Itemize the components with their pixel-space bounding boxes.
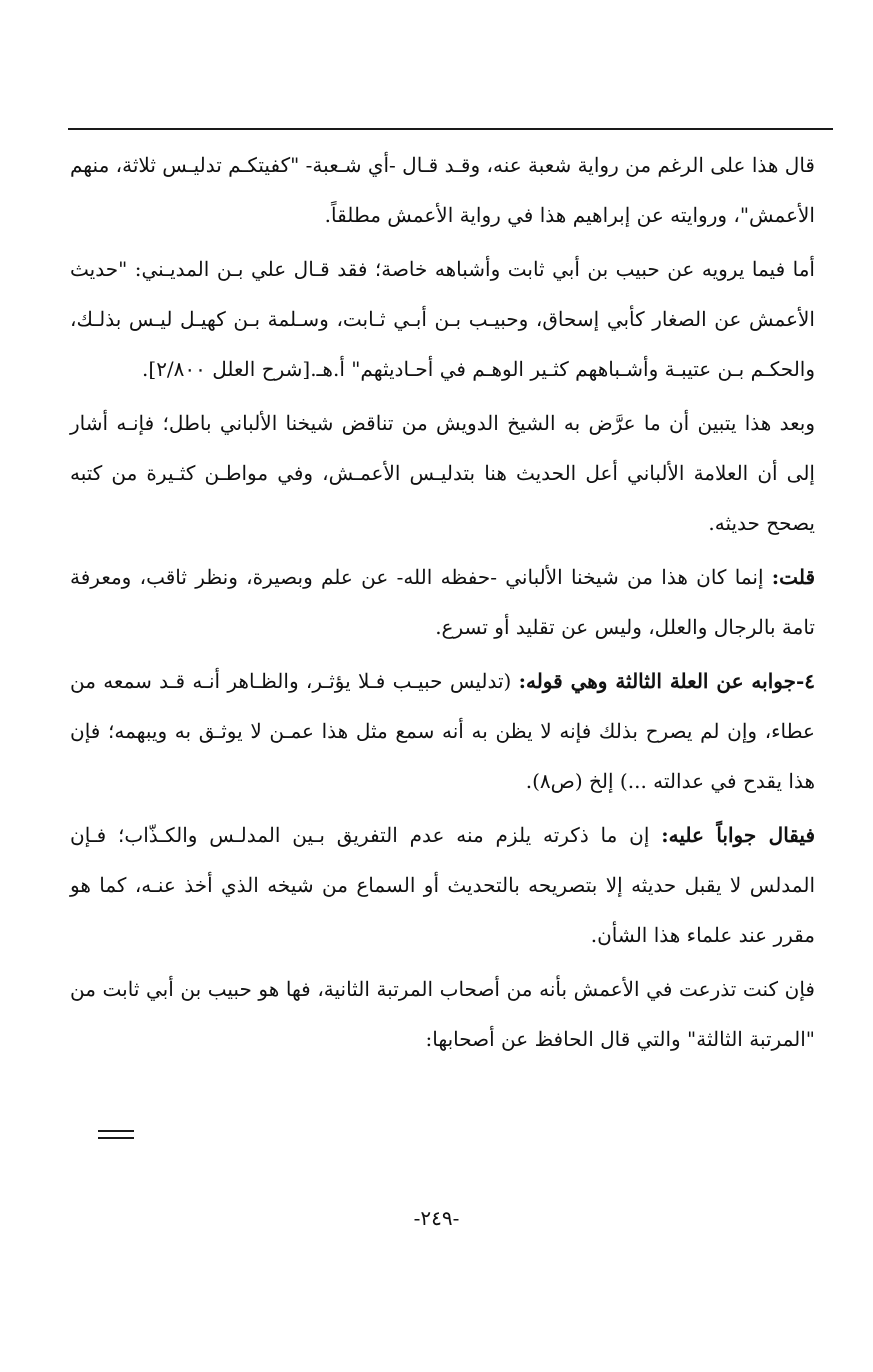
paragraph-7 [70, 964, 815, 1064]
paragraph-2 [70, 244, 815, 394]
paragraph-5-text: (تدليس حبيـب فـلا يؤثـر، والظـاهر أنـه قـد سمعه من عطاء، وإن لم يصرح بذلك فإنه لا يظن به أنه سمع مثل هذا عمـن لا يوثـق به ويبهمه؛ فإن هذا يقدح في عدالته ...) إلخ (ص٨). [70, 669, 815, 793]
paragraph-6 [70, 810, 815, 960]
paragraph-3-text: وبعد هذا يتبين أن ما عرَّض به الشيخ الدويش من تناقض شيخنا الألباني باطل؛ فإنـه أشار إلى أن العلامة الألباني أعل الحديث هنا بتدليـس الأعمـش، وفي مواطـن كثـيرة من كتبه يصحح حديثه. [70, 411, 815, 535]
continuation-mark [98, 1130, 134, 1142]
paragraph-1-text: قال هذا على الرغم من رواية شعبة عنه، وقـد قـال -أي شـعبة- "كفيتكـم تدليـس ثلاثة، منهم الأعمش"، وروايته عن إبراهيم هذا في رواية الأعمش مطلقاً. [70, 153, 815, 227]
main-text [70, 140, 815, 1068]
paragraph-1 [70, 140, 815, 240]
paragraph-4-text: إنما كان هذا من شيخنا الألباني -حفظه الله- عن علم وبصيرة، ونظر ثاقب، ومعرفة تامة بالرجال والعلل، وليس عن تقليد أو تسرع. [70, 565, 815, 639]
paragraph-4-lead: قلت: [771, 565, 815, 589]
paragraph-6-text: إن ما ذكرته يلزم منه عدم التفريق بـين المدلـس والكـذّاب؛ فـإن المدلس لا يقبل حديثه إلا بتصريحه بالتحديث أو السماع من شيخه الذي أخذ عنـه، كما هو مقرر عند علماء هذا الشأن. [70, 823, 815, 947]
paragraph-6-lead: فيقال جواباً عليه: [661, 823, 815, 847]
page-number: -٢٤٩- [413, 1206, 460, 1230]
paragraph-2-text: أما فيما يرويه عن حبيب بن أبي ثابت وأشباهه خاصة؛ فقد قـال علي بـن المديـني: "حديث الأعمش عن الصغار كأبي إسحاق، وحبيـب بـن أبـي ثـابت، وسـلمة بـن كهيـل ليـس بذلـك، والحكـم بـن عتيبـة وأشـباههم كثـير الوهـم في أحـاديثهم" أ.هـ.[شرح العلل ٢/٨٠٠]. [70, 257, 815, 381]
header-rule [68, 128, 833, 130]
paragraph-3 [70, 398, 815, 548]
paragraph-5 [70, 656, 815, 806]
paragraph-7-text: فإن كنت تذرعت في الأعمش بأنه من أصحاب المرتبة الثانية، فها هو حبيب بن أبي ثابت من "المرتبة الثالثة" والتي قال الحافظ عن أصحابها: [70, 977, 815, 1051]
paragraph-5-lead: ٤-جوابه عن العلة الثالثة وهي قوله: [518, 669, 815, 693]
paragraph-4 [70, 552, 815, 652]
